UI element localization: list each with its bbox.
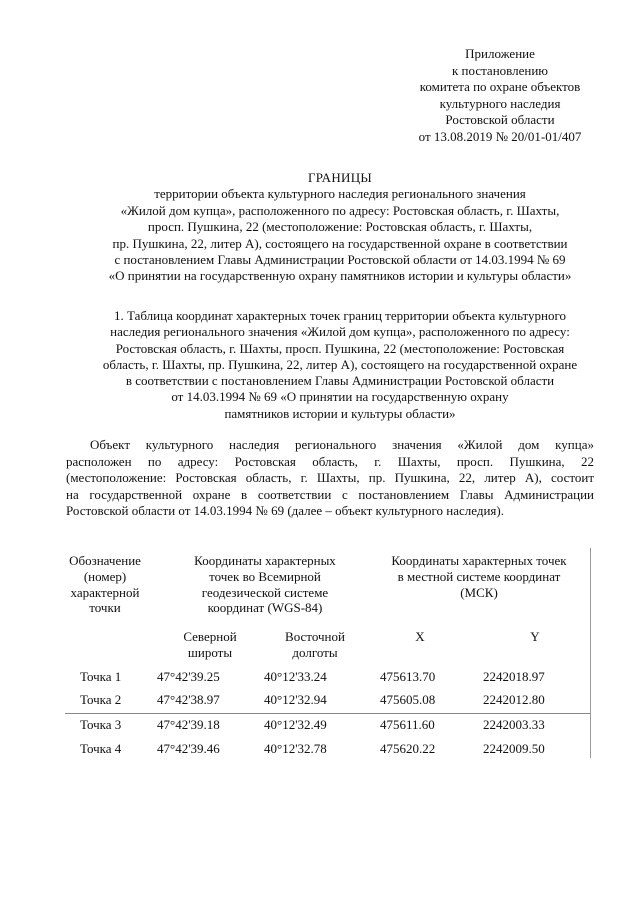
table-horizontal-rule [65, 713, 590, 714]
title-line: территории объекта культурного наследия регионального значения [154, 186, 526, 202]
y-cell: 2242018.97 [483, 669, 545, 684]
section-line: наследия регионального значения «Жилой дом купца», расположенного по адресу: [110, 324, 570, 340]
subheader-north: Северной широты [183, 629, 237, 660]
subheader-y: Y [530, 629, 540, 644]
header-wgs84: Координаты характерных точек во Всемирной геодезической системе координат (WGS-84) [194, 553, 336, 616]
appendix-line: комитета по охране объектов [419, 79, 581, 95]
section-line: памятников истории и культуры области» [224, 405, 456, 421]
x-cell: 475611.60 [380, 717, 435, 732]
header-msk: Координаты характерных точек в местной системе координат (МСК) [391, 553, 567, 600]
longitude-cell: 40°12'33.24 [264, 669, 327, 684]
x-cell: 475605.08 [380, 692, 436, 707]
title-line: просп. Пушкина, 22 (местоположение: Ростовская область, г. Шахты, [147, 219, 533, 235]
x-cell: 475613.70 [380, 669, 436, 684]
latitude-cell: 47°42'39.46 [157, 741, 220, 756]
paragraph-line: Ростовской области от 14.03.1994 № 69 (далее – объект культурного наследия). [66, 503, 504, 519]
appendix-line: к постановлению [451, 62, 549, 78]
body-paragraph [66, 437, 594, 520]
appendix-line: от 13.08.2019 № 20/01-01/407 [418, 128, 582, 144]
subheader-x: X [415, 629, 425, 644]
paragraph-line: на государственной охране в соответствии с постановлением Главы Администрации [66, 486, 594, 502]
appendix-line: Приложение [465, 46, 535, 61]
x-cell: 475620.22 [380, 741, 436, 756]
title-heading: ГРАНИЦЫ [307, 170, 373, 185]
table-vertical-rule [590, 548, 591, 758]
paragraph-line: расположен по адресу: Ростовская область, г. Шахты, просп. Пушкина, 22 [66, 453, 594, 469]
y-cell: 2242003.33 [483, 717, 545, 732]
title-line: с постановлением Главы Администрации Ростовской области от 14.03.1994 № 69 [114, 252, 566, 268]
y-cell: 2242012.80 [483, 692, 545, 707]
y-cell: 2242009.50 [483, 741, 545, 756]
title-line: пр. Пушкина, 22, литер А), состоящего на государственной охране в соответствии [112, 235, 568, 251]
longitude-cell: 40°12'32.78 [264, 741, 327, 756]
latitude-cell: 47°42'39.25 [157, 669, 220, 684]
appendix-line: Ростовской области [445, 112, 555, 128]
point-name-cell: Точка 4 [80, 741, 122, 756]
point-name-cell: Точка 2 [80, 692, 122, 707]
point-name-cell: Точка 3 [80, 717, 122, 732]
document-title [40, 170, 640, 285]
header-designation: Обозначение (номер) характерной точки [69, 553, 141, 616]
section-line: область, г. Шахты, пр. Пушкина, 22, литер А), состоящего на государственной охране [102, 356, 578, 372]
paragraph-line: (местоположение: Ростовская область, г. Шахты, пр. Пушкина, 22, литер А), состоит [66, 470, 594, 486]
subheader-east: Восточной долготы [285, 629, 345, 660]
section-line: Ростовская область, г. Шахты, просп. Пушкина, 22 (местоположение: Ростовская [115, 340, 565, 356]
latitude-cell: 47°42'38.97 [157, 692, 220, 707]
longitude-cell: 40°12'32.94 [264, 692, 327, 707]
appendix-header [380, 46, 620, 146]
section-line: в соответствии с постановлением Главы Администрации Ростовской области [125, 373, 555, 389]
point-name-cell: Точка 1 [80, 669, 122, 684]
appendix-line: культурного наследия [439, 95, 561, 111]
paragraph-line: Объект культурного наследия регионального значения «Жилой дом купца» [90, 437, 594, 452]
title-line: «О принятии на государственную охрану памятников истории и культуры области» [108, 268, 572, 284]
latitude-cell: 47°42'39.18 [157, 717, 220, 732]
section-line: 1. Таблица координат характерных точек границ территории объекта культурного [114, 308, 566, 323]
section-line: от 14.03.1994 № 69 «О принятии на государственную охрану [171, 389, 509, 405]
longitude-cell: 40°12'32.49 [264, 717, 327, 732]
title-line: «Жилой дом купца», расположенного по адресу: Ростовская область, г. Шахты, [120, 202, 560, 218]
section-1-heading [40, 308, 640, 422]
